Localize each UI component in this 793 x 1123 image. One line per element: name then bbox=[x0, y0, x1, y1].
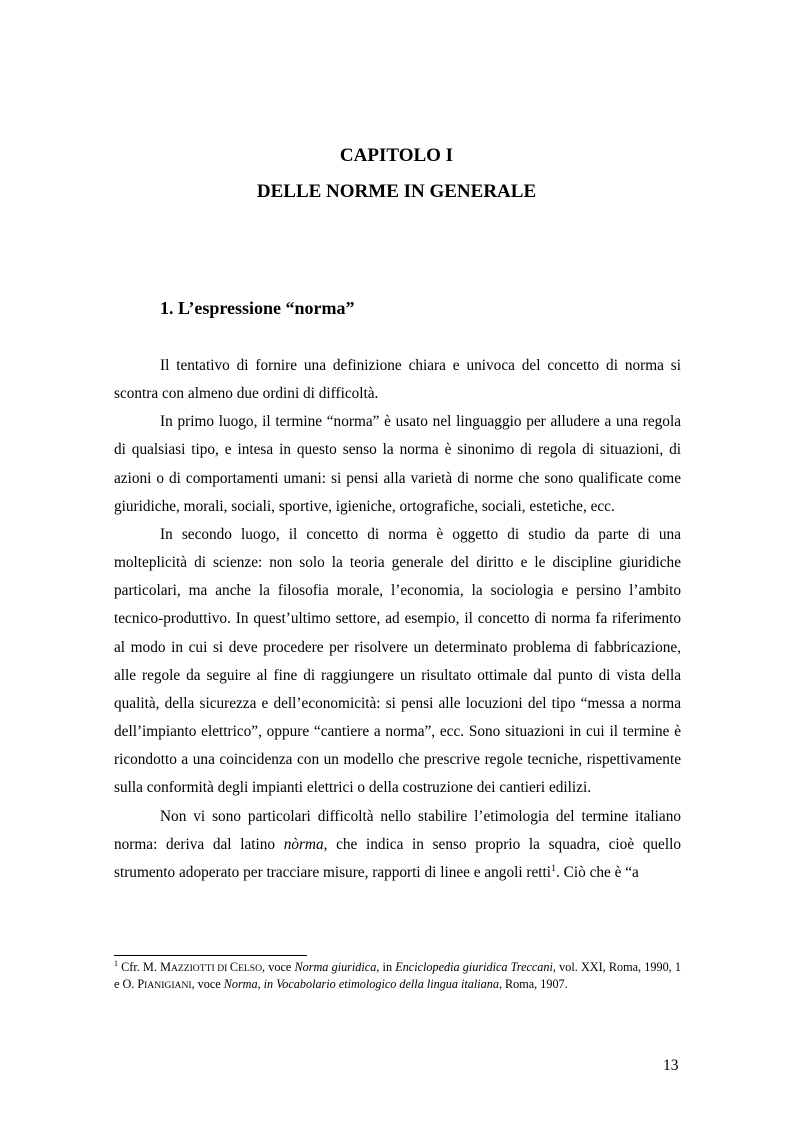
chapter-label: CAPITOLO I bbox=[339, 145, 454, 166]
footnote-text: , Roma, 1907. bbox=[498, 976, 568, 991]
page-number: 13 bbox=[663, 1057, 679, 1074]
footnote-title-1: Norma giuridica bbox=[294, 960, 377, 974]
footnote bbox=[114, 960, 681, 993]
footnote-text: Cfr. M. bbox=[117, 960, 161, 974]
section-heading: 1. L’espressione “norma” bbox=[160, 298, 355, 318]
footnote-author-1: MAZZIOTTI DI CELSO bbox=[160, 960, 263, 974]
paragraph-4-text-3: . Ciò che è “a bbox=[556, 863, 639, 881]
footnote-work-1: Enciclopedia giuridica Treccani bbox=[395, 960, 553, 974]
etymology-word: nòrma bbox=[283, 835, 324, 853]
footnote-author-2: PIANIGIANI bbox=[137, 976, 192, 991]
paragraph-2: In primo luogo, il termine “norma” è usato nel linguaggio per alludere a una regola di qualsiasi tipo, e intesa in questo senso la norma è sinonimo di regola di situazioni, di azioni o di comportamenti umani: si pensi alla varietà di norme che sono qualificate come giuridiche, morali, sociali, sportive, igieniche, ortografiche, sociali, estetiche, ecc. bbox=[114, 413, 681, 515]
footnote-text: , voce bbox=[191, 976, 224, 991]
chapter-title: DELLE NORME IN GENERALE bbox=[256, 181, 537, 202]
footnote-reference[interactable]: 1 bbox=[551, 862, 557, 874]
footnote-text: , in bbox=[376, 960, 396, 974]
footnote-marker: 1 bbox=[114, 958, 118, 968]
paragraph-1: Il tentativo di fornire una definizione chiara e univoca del concetto di norma si scontra con almeno due ordini di difficoltà. bbox=[114, 357, 681, 403]
footnote-text: , vol. XXI, Roma, 1990, 1 e O. bbox=[114, 960, 682, 991]
paragraph-4 bbox=[114, 803, 681, 887]
paragraph-3: In secondo luogo, il concetto di norma è oggetto di studio da parte di una molteplicità di scienze: non solo la teoria generale del diritto e le discipline giuridiche particolari, ma anche la filosofia morale, l’economia, la sociologia e persino l’ambito tecnico-produttivo. In quest’ultimo settore, ad esempio, il concetto di norma fa riferimento al modo in cui si deve procedere per risolvere un determinato problema di fabbricazione, alle regole da seguire al fine di raggiungere un risultato ottimale dal punto di vista della qualità, della sicurezza e dell’economicità: si pensi alle locuzioni del tipo “messa a norma dell’impianto elettrico”, oppure “cantiere a norma”, ecc. Sono situazioni in cui il termine è ricondotto a una coincidenza con un modello che prescrive regole tecniche, rispettivamente sulla conformità degli impianti elettrici o della costruzione dei cantieri edilizi. bbox=[114, 525, 681, 797]
footnote-divider bbox=[114, 955, 307, 956]
footnote-title-2: Norma, in Vocabolario etimologico della lingua italiana bbox=[223, 976, 499, 991]
paragraph-4-text-2: , che indica in senso proprio la squadra, cioè quello strumento adoperato per tracciare misure, rapporti di linee e angoli retti bbox=[114, 835, 681, 881]
body-text bbox=[114, 352, 681, 887]
paragraph-4-text-1: Non vi sono particolari difficoltà nello stabilire l’etimologia del termine italiano norma: deriva dal latino bbox=[114, 807, 681, 853]
footnote-text: , voce bbox=[262, 960, 295, 974]
